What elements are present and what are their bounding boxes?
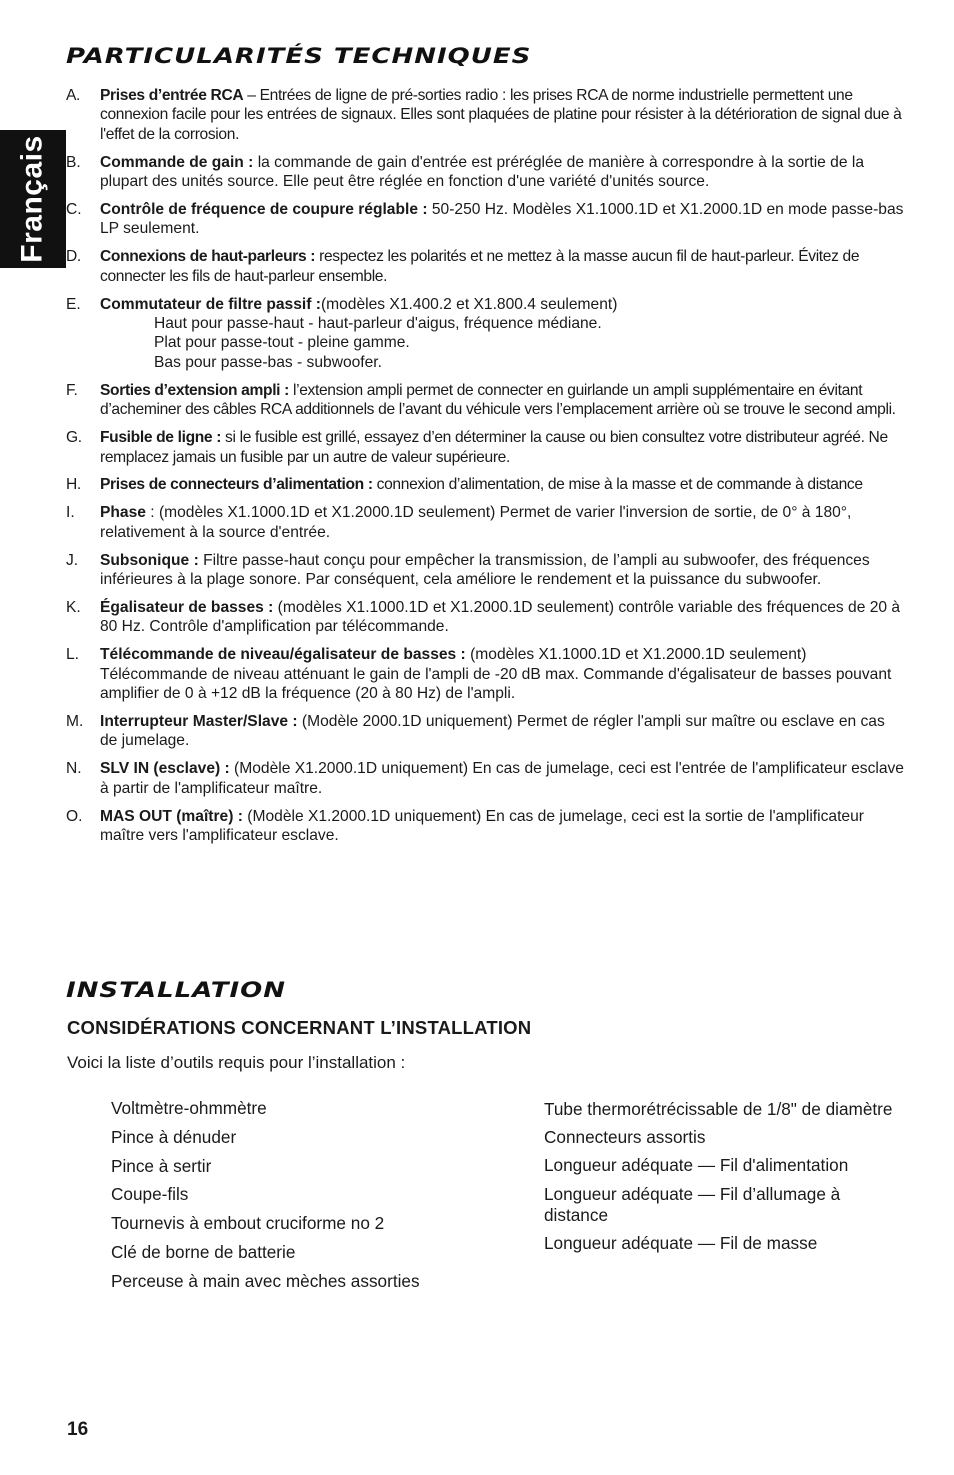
language-tab-label: Français <box>16 135 49 263</box>
tools-intro: Voici la liste d’outils requis pour l’installation : <box>67 1053 406 1072</box>
feature-item <box>66 712 906 751</box>
feature-text: 50-250 Hz. Modèles X1.1000.1D et X1.2000.1D en mode passe-bas LP seulement. <box>100 201 904 238</box>
feature-term: Égalisateur de basses : <box>100 598 274 616</box>
feature-letter: I. <box>66 504 75 522</box>
switch-position-line: Plat pour passe-tout - pleine gamme. <box>154 334 410 352</box>
feature-item <box>66 551 906 590</box>
feature-term: Subsonique : <box>100 551 199 569</box>
tool-item: Tube thermorétrécissable de 1/8" de diamètre <box>544 1099 893 1119</box>
switch-position-line: Bas pour passe-bas - subwoofer. <box>154 353 382 371</box>
feature-term: SLV IN (esclave) : <box>100 760 230 778</box>
feature-term: Sorties d’extension ampli : <box>100 381 289 399</box>
feature-letter: O. <box>66 807 83 825</box>
feature-letter: G. <box>66 429 82 447</box>
feature-text: connexion d’alimentation, de mise à la masse et de commande à distance <box>372 476 863 494</box>
tools-list-left <box>111 1098 511 1300</box>
feature-letter: E. <box>66 295 81 313</box>
tool-item: Longueur adéquate — Fil d'alimentation <box>544 1155 849 1176</box>
feature-item <box>66 598 906 637</box>
feature-text: (modèles X1.1000.1D et X1.2000.1D seulement) contrôle variable des fréquences de 20 à 80 Hz. Contrôle d'amplification par télécommande. <box>100 598 901 636</box>
tool-item: Clé de borne de batterie <box>111 1241 296 1262</box>
language-tab <box>0 130 66 268</box>
feature-text: si le fusible est grillé, essayez d’en déterminer la cause ou bien consultez votre distributeur agréé. Ne remplacez jamais un fusible par un autre de valeur supérieure. <box>100 429 888 466</box>
feature-item <box>66 200 906 239</box>
feature-term: Prises de connecteurs d’alimentation : <box>100 476 373 494</box>
feature-term: Fusible de ligne : <box>100 429 222 447</box>
feature-text: (modèles X1.400.2 et X1.800.4 seulement) <box>320 295 618 313</box>
feature-letter: L. <box>66 646 80 664</box>
tool-item: Longueur adéquate — Fil d’allumage à distance <box>544 1183 841 1225</box>
feature-letter: F. <box>66 381 78 399</box>
feature-text: (Modèle X1.2000.1D uniquement) En cas de jumelage, ceci est l'entrée de l'amplificateur esclave à partir de l'amplificateur maître. <box>100 760 904 797</box>
feature-text: la commande de gain d'entrée est préréglée de manière à correspondre à la sortie de la plupart des unités source. Elle peut être réglée en fonction d'une variété d'unités source. <box>100 153 864 191</box>
feature-item <box>66 807 906 846</box>
tool-item: Coupe-fils <box>111 1184 189 1205</box>
feature-letter: N. <box>66 760 82 778</box>
tool-item: Pince à sertir <box>111 1155 212 1176</box>
feature-letter: H. <box>66 476 81 494</box>
feature-term: Prises d’entrée RCA <box>100 87 244 104</box>
feature-term: Commande de gain : <box>100 153 254 171</box>
tool-item: Tournevis à embout cruciforme no 2 <box>111 1213 385 1234</box>
feature-term: Contrôle de fréquence de coupure réglable : <box>100 201 428 219</box>
feature-text: : (modèles X1.1000.1D et X1.2000.1D seulement) Permet de varier l'inversion de sortie, de 0° à 180°, relativement à la source d'entrée. <box>100 504 852 541</box>
feature-letter: J. <box>66 551 79 569</box>
tool-item: Voltmètre-ohmmètre <box>111 1098 267 1118</box>
feature-text: (Modèle X1.2000.1D uniquement) En cas de jumelage, ceci est la sortie de l'amplificateur maître vers l'amplificateur esclave. <box>100 807 864 844</box>
feature-term: Connexions de haut-parleurs : <box>100 248 316 266</box>
installation-heading: INSTALLATION <box>66 978 287 1003</box>
feature-text: (modèles X1.1000.1D et X1.2000.1D seulement) Télécommande de niveau atténuant le gain de l'ampli de -20 dB max. Commande d'égalisateur de basses pouvant amplifier de 0 à +12 dB la fréquence (20 à 80 Hz) de l'ampli. <box>100 646 892 703</box>
feature-item <box>66 428 906 467</box>
feature-item <box>66 247 906 286</box>
feature-letter: B. <box>66 153 81 171</box>
feature-text: – Entrées de ligne de pré-sorties radio : les prises RCA de norme industrielle permettent une connexion facile pour les entrées de signaux. Elles sont plaquées de platine pour résister à la détérioration de signal due à l'effet de la corrosion. <box>100 87 902 143</box>
feature-item <box>66 295 906 373</box>
switch-position-line: Haut pour passe-haut - haut-parleur d'aigus, fréquence médiane. <box>154 315 602 333</box>
feature-text: Filtre passe-haut conçu pour empêcher la transmission, de l’ampli au subwoofer, des fréquences inférieures à la plage sonore. Par conséquent, cela améliore le rendement et la puissance du subwoofer. <box>100 551 870 589</box>
feature-text: (Modèle 2000.1D uniquement) Permet de régler l'ampli sur maître ou esclave en cas de jumelage. <box>100 712 885 750</box>
feature-letter: M. <box>66 712 84 730</box>
installation-subheading: CONSIDÉRATIONS CONCERNANT L’INSTALLATION <box>67 1017 532 1038</box>
feature-item <box>66 153 906 192</box>
feature-letter: C. <box>66 201 82 219</box>
feature-letter: K. <box>66 598 81 616</box>
tool-item: Connecteurs assortis <box>544 1127 706 1148</box>
features-list <box>66 86 906 854</box>
feature-item <box>66 381 906 420</box>
feature-item <box>66 759 906 798</box>
page-number: 16 <box>67 1419 89 1440</box>
tool-item: Pince à dénuder <box>111 1126 237 1147</box>
feature-term: Phase <box>100 504 146 522</box>
feature-term: Commutateur de filtre passif : <box>100 295 321 313</box>
feature-letter: D. <box>66 248 81 266</box>
feature-item <box>66 503 906 542</box>
feature-letter: A. <box>66 87 81 104</box>
feature-term: Télécommande de niveau/égalisateur de basses : <box>100 646 466 664</box>
feature-item <box>66 645 906 703</box>
feature-item <box>66 475 906 494</box>
feature-term: Interrupteur Master/Slave : <box>100 712 298 730</box>
feature-term: MAS OUT (maître) : <box>100 807 243 825</box>
tools-list-right <box>544 1099 904 1261</box>
tool-item: Perceuse à main avec mèches assorties <box>111 1270 420 1291</box>
feature-text: respectez les polarités et ne mettez à la masse aucun fil de haut-parleur. Évitez de connecter les fils de haut-parleur ensemble. <box>100 248 860 285</box>
features-heading: PARTICULARITÉS TECHNIQUES <box>66 44 532 69</box>
feature-item <box>66 86 906 144</box>
feature-text: l’extension ampli permet de connecter en guirlande un ampli supplémentaire en évitant d’acheminer des câbles RCA additionnels de l’avant du véhicule vers l’emplacement arrière où se trouve le second ampli. <box>100 381 896 419</box>
tool-item: Longueur adéquate — Fil de masse <box>544 1232 818 1253</box>
